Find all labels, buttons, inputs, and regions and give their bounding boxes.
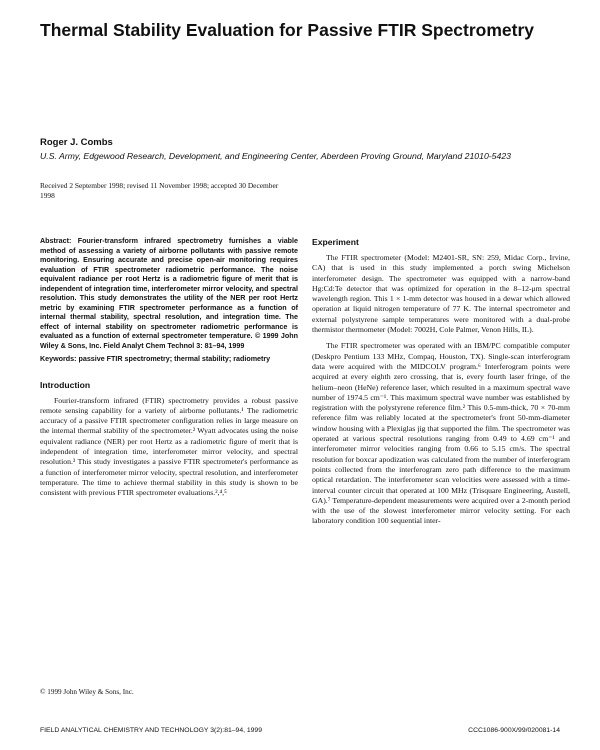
keywords: Keywords: passive FTIR spectrometry; thermal stability; radiometry	[40, 355, 271, 363]
journal-footer: FIELD ANALYTICAL CHEMISTRY AND TECHNOLOGY 3(2):81–94, 1999	[40, 727, 262, 734]
abstract: Abstract: Fourier-transform infrared spectrometry furnishes a viable method of assessing a variety of airborne pollutants with passive remote monitoring. Ensuring accurate and precise open-air monitoring requires evaluation of FTIR spectrometer radiometric performance. The noise equivalent radiance per root Hertz is a radiometric figure of merit that is independent of integration time, interferometer mirror velocity, and spectral resolution. This study demonstrates the utility of the NER per root Hertz metric by examining FTIR spectrometer performance as a function of internal thermal stability, spectral resolution, and integration time. The effect of internal stability on spectrometer radiometric performance is evaluated as a function of external spectrometer temperature. © 1999 John Wiley & Sons, Inc. Field Analyt Chem Technol 3: 81–94, 1999	[40, 237, 298, 350]
left-column	[40, 237, 298, 498]
experiment-paragraph-1: The FTIR spectrometer (Model: M2401-SR, SN: 259, Midac Corp., Irvine, CA) that is used in this study implemented a porch swing Michelson interferometer design. The spectrometer was equipped with a narrow-band Hg:Cd:Te detector that was optimized for operation in the 8–12-μm spectral wavelength region. This 1 × 1-mm detector was housed in a dewar which allowed operation at liquid nitrogen temperature of 77 K. The internal spectrometer and external polystyrene sample temperatures were monitored with a dual-probe thermistor thermometer (Model: 7002H, Cole Palmer, Venon Hills, IL).	[312, 253, 570, 335]
author-affiliation: U.S. Army, Edgewood Research, Development, and Engineering Center, Aberdeen Proving Ground, Maryland 21010-5423	[40, 151, 512, 161]
experiment-heading: Experiment	[312, 237, 359, 247]
copyright-notice: © 1999 John Wiley & Sons, Inc.	[40, 688, 134, 696]
paper-title: Thermal Stability Evaluation for Passive FTIR Spectrometry	[40, 20, 535, 40]
ccc-code: CCC1086-900X/99/020081-14	[468, 727, 560, 734]
right-column	[312, 237, 570, 527]
author-name: Roger J. Combs	[40, 137, 113, 148]
received-dates: Received 2 September 1998; revised 11 November 1998; accepted 30 December 1998	[40, 181, 279, 200]
introduction-text: Fourier-transform infrared (FTIR) spectrometry provides a robust passive remote sensing capability for a variety of airborne pollutants.¹ The radiometric accuracy of a passive FTIR spectrometer configuration relies in large measure on the internal thermal stability of the spectrometer.² Wyatt advocates using the noise equivalent radiance (NER) per root Hertz as a radiometric figure of merit that is independent of integration time, interferometer mirror velocity, and spectral resolution.³ This study investigates a passive FTIR spectrometer's performance as a function of interferometer mirror velocity, spectral resolution, and interferometer temperature. The time to achieve thermal stability in this study is shown to be consistent with previous FTIR spectrometer evaluations.²,⁴,⁵	[40, 395, 298, 498]
experiment-paragraph-2: The FTIR spectrometer was operated with an IBM/PC compatible computer (Deskpro Pentium 133 MHz, Compaq, Houston, TX). Single-scan interferogram data were acquired with the MIDCOLV program.⁶ Interferogram points were acquired at every eighth zero crossing, that is, every fourth laser fringe, of the helium–neon (HeNe) reference laser, which resulted in a maximum spectral wave number of 1974.5 cm⁻¹. This maximum spectral wave number was established by registration with the polystyrene reference film.² This 0.5-mm-thick, 70 × 70-mm reference film was reliably located at the spectrometer's front 50-mm-diameter window housing with a Plexiglas jig that supported the film. The spectrometer was operated at various spectral resolutions ranging from 0.49 to 4.69 cm⁻¹ and interferometer mirror velocities ranging from 0.66 to 5.15 cm/s. The spectral resolution for boxcar apodization was calculated from the number of interferogram points collected from the interferogram zero path difference to the maximum optical retardation. The interferometer scan velocities were assessed with a time-interval counter circuit that operated at 100 MHz (Trisquare Engineering, Austell, GA).⁷ Temperature-dependent measurements were acquired over a 2-month period with the use of the slowest interferometer mirror velocity setting. For each laboratory condition 100 sequential inter-	[312, 341, 570, 526]
introduction-heading: Introduction	[40, 379, 91, 390]
